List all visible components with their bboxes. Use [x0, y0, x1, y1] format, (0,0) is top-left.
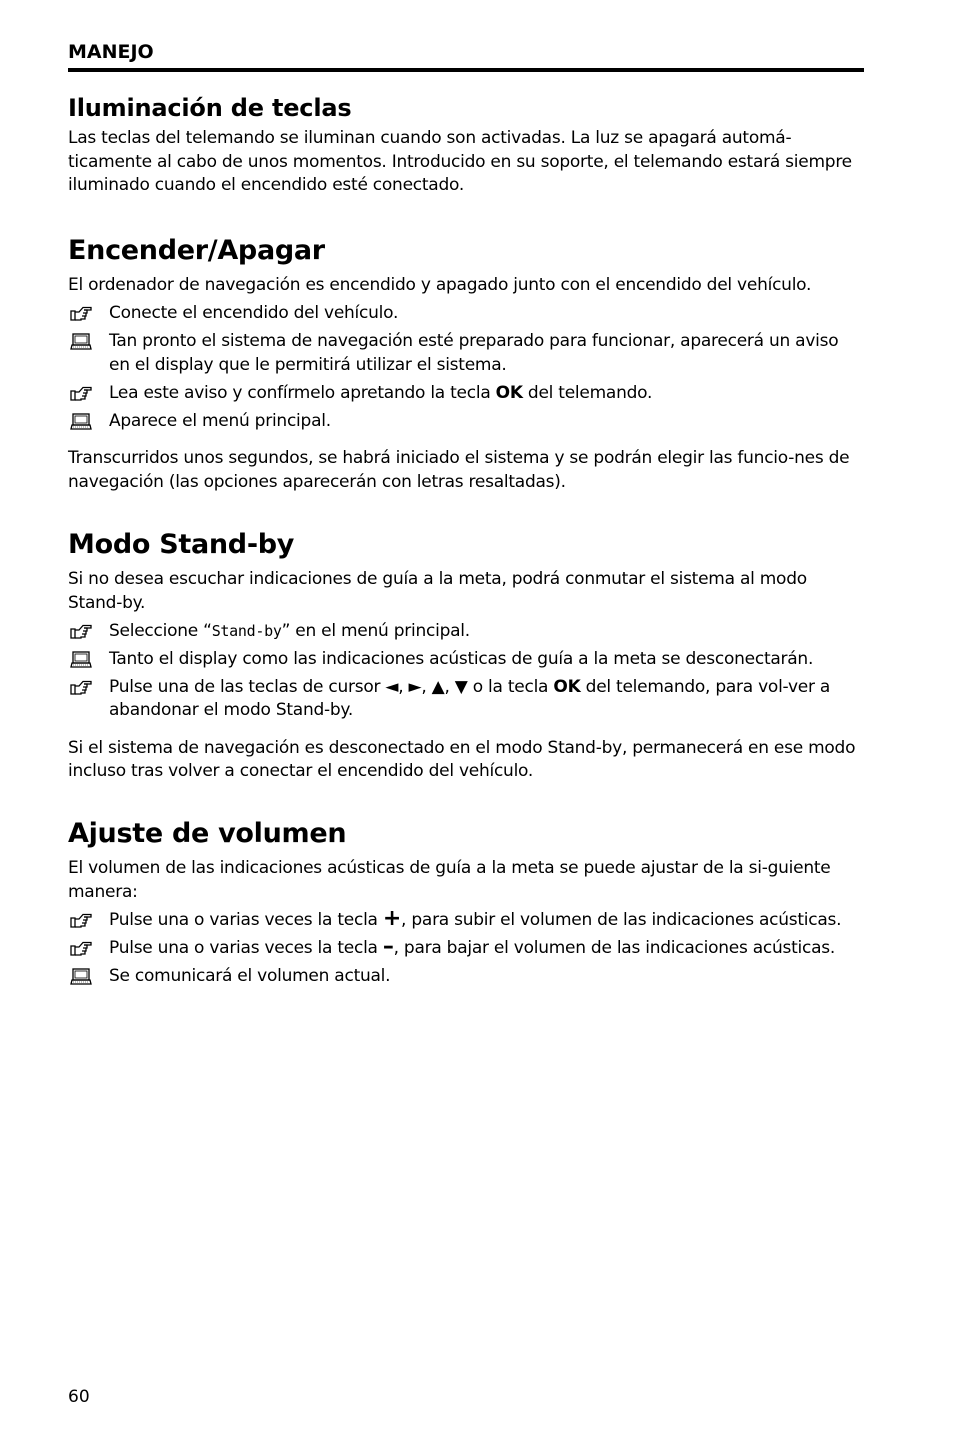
step-text: Conecte el encendido del vehículo.	[109, 303, 399, 323]
paragraph: Transcurridos unos segundos, se habrá iniciado el sistema y se podrán elegir las funcio-nes de navegación (las opciones aparecerán con letras resaltadas).	[68, 448, 850, 492]
ok-key-label: OK	[553, 676, 581, 697]
section-on-off	[68, 234, 864, 494]
step-text: Pulse una o varias veces la tecla	[109, 937, 383, 958]
action-step	[68, 382, 864, 406]
step-text: Pulse una o varias veces la tecla	[109, 909, 383, 930]
display-result	[68, 648, 864, 672]
section-title: Ajuste de volumen	[68, 818, 347, 849]
section-standby	[68, 528, 864, 784]
step-text: ” en el menú principal.	[281, 620, 470, 641]
result-text: Se comunicará el volumen actual.	[109, 965, 391, 986]
pointing-hand-icon	[70, 623, 92, 641]
action-step	[68, 302, 864, 326]
display-screen-icon	[70, 333, 92, 351]
action-step	[68, 933, 864, 961]
section-title: Iluminación de teclas	[68, 94, 352, 122]
menu-item-label: Stand-by	[211, 621, 282, 640]
section-title: Encender/Apagar	[68, 235, 325, 266]
step-text: Seleccione “	[109, 620, 212, 641]
pointing-hand-icon	[70, 940, 92, 958]
step-text: Lea este aviso y confírmelo apretando la tecla	[109, 382, 496, 403]
page-number: 60	[68, 1387, 90, 1407]
display-screen-icon	[70, 413, 92, 431]
paragraph: Las teclas del telemando se iluminan cuando son activadas. La luz se apagará automá-ticamente al cabo de unos momentos. Introducido en su soporte, el telemando estará siempre iluminado cuando el encendido esté conectado.	[68, 128, 852, 195]
minus-key-symbol: –	[382, 933, 394, 959]
step-text: , para bajar el volumen de las indicaciones acústicas.	[393, 937, 836, 958]
action-step	[68, 676, 864, 723]
page-header	[68, 40, 864, 72]
step-text: del telemando, para vol-ver a abandonar el modo Stand-by.	[109, 676, 831, 720]
paragraph: El ordenador de navegación es encendido y apagado junto con el encendido del vehículo.	[68, 275, 812, 295]
result-text: Tan pronto el sistema de navegación esté preparado para funcionar, aparecerá un aviso en el display que le permitirá utilizar el sistema.	[109, 331, 839, 375]
paragraph: Si el sistema de navegación es desconectado en el modo Stand-by, permanecerá en ese modo incluso tras volver a conectar el encendido del vehículo.	[68, 737, 856, 781]
action-step	[68, 905, 864, 933]
section-key-illumination	[68, 93, 864, 198]
step-text: del telemando.	[522, 382, 653, 403]
pointing-hand-icon	[70, 679, 92, 697]
display-result	[68, 965, 864, 989]
pointing-hand-icon	[70, 305, 92, 323]
step-text: Pulse una de las teclas de cursor ◄, ►, ▲, ▼ o la tecla	[109, 676, 554, 697]
result-text: Aparece el menú principal.	[109, 410, 331, 431]
pointing-hand-icon	[70, 385, 92, 403]
action-step	[68, 620, 864, 644]
ok-key-label: OK	[495, 382, 523, 403]
plus-key-symbol: +	[382, 905, 402, 931]
header-title: MANEJO	[68, 41, 154, 63]
section-volume	[68, 817, 864, 988]
pointing-hand-icon	[70, 912, 92, 930]
result-text: Tanto el display como las indicaciones acústicas de guía a la meta se desconectarán.	[109, 648, 814, 669]
display-result	[68, 330, 864, 377]
section-title: Modo Stand-by	[68, 529, 295, 560]
paragraph: El volumen de las indicaciones acústicas de guía a la meta se puede ajustar de la si-guiente manera:	[68, 858, 831, 902]
display-screen-icon	[70, 968, 92, 986]
paragraph: Si no desea escuchar indicaciones de guía a la meta, podrá conmutar el sistema al modo Stand-by.	[68, 569, 807, 613]
display-screen-icon	[70, 651, 92, 669]
step-text: , para subir el volumen de las indicaciones acústicas.	[401, 909, 842, 930]
display-result	[68, 410, 864, 434]
